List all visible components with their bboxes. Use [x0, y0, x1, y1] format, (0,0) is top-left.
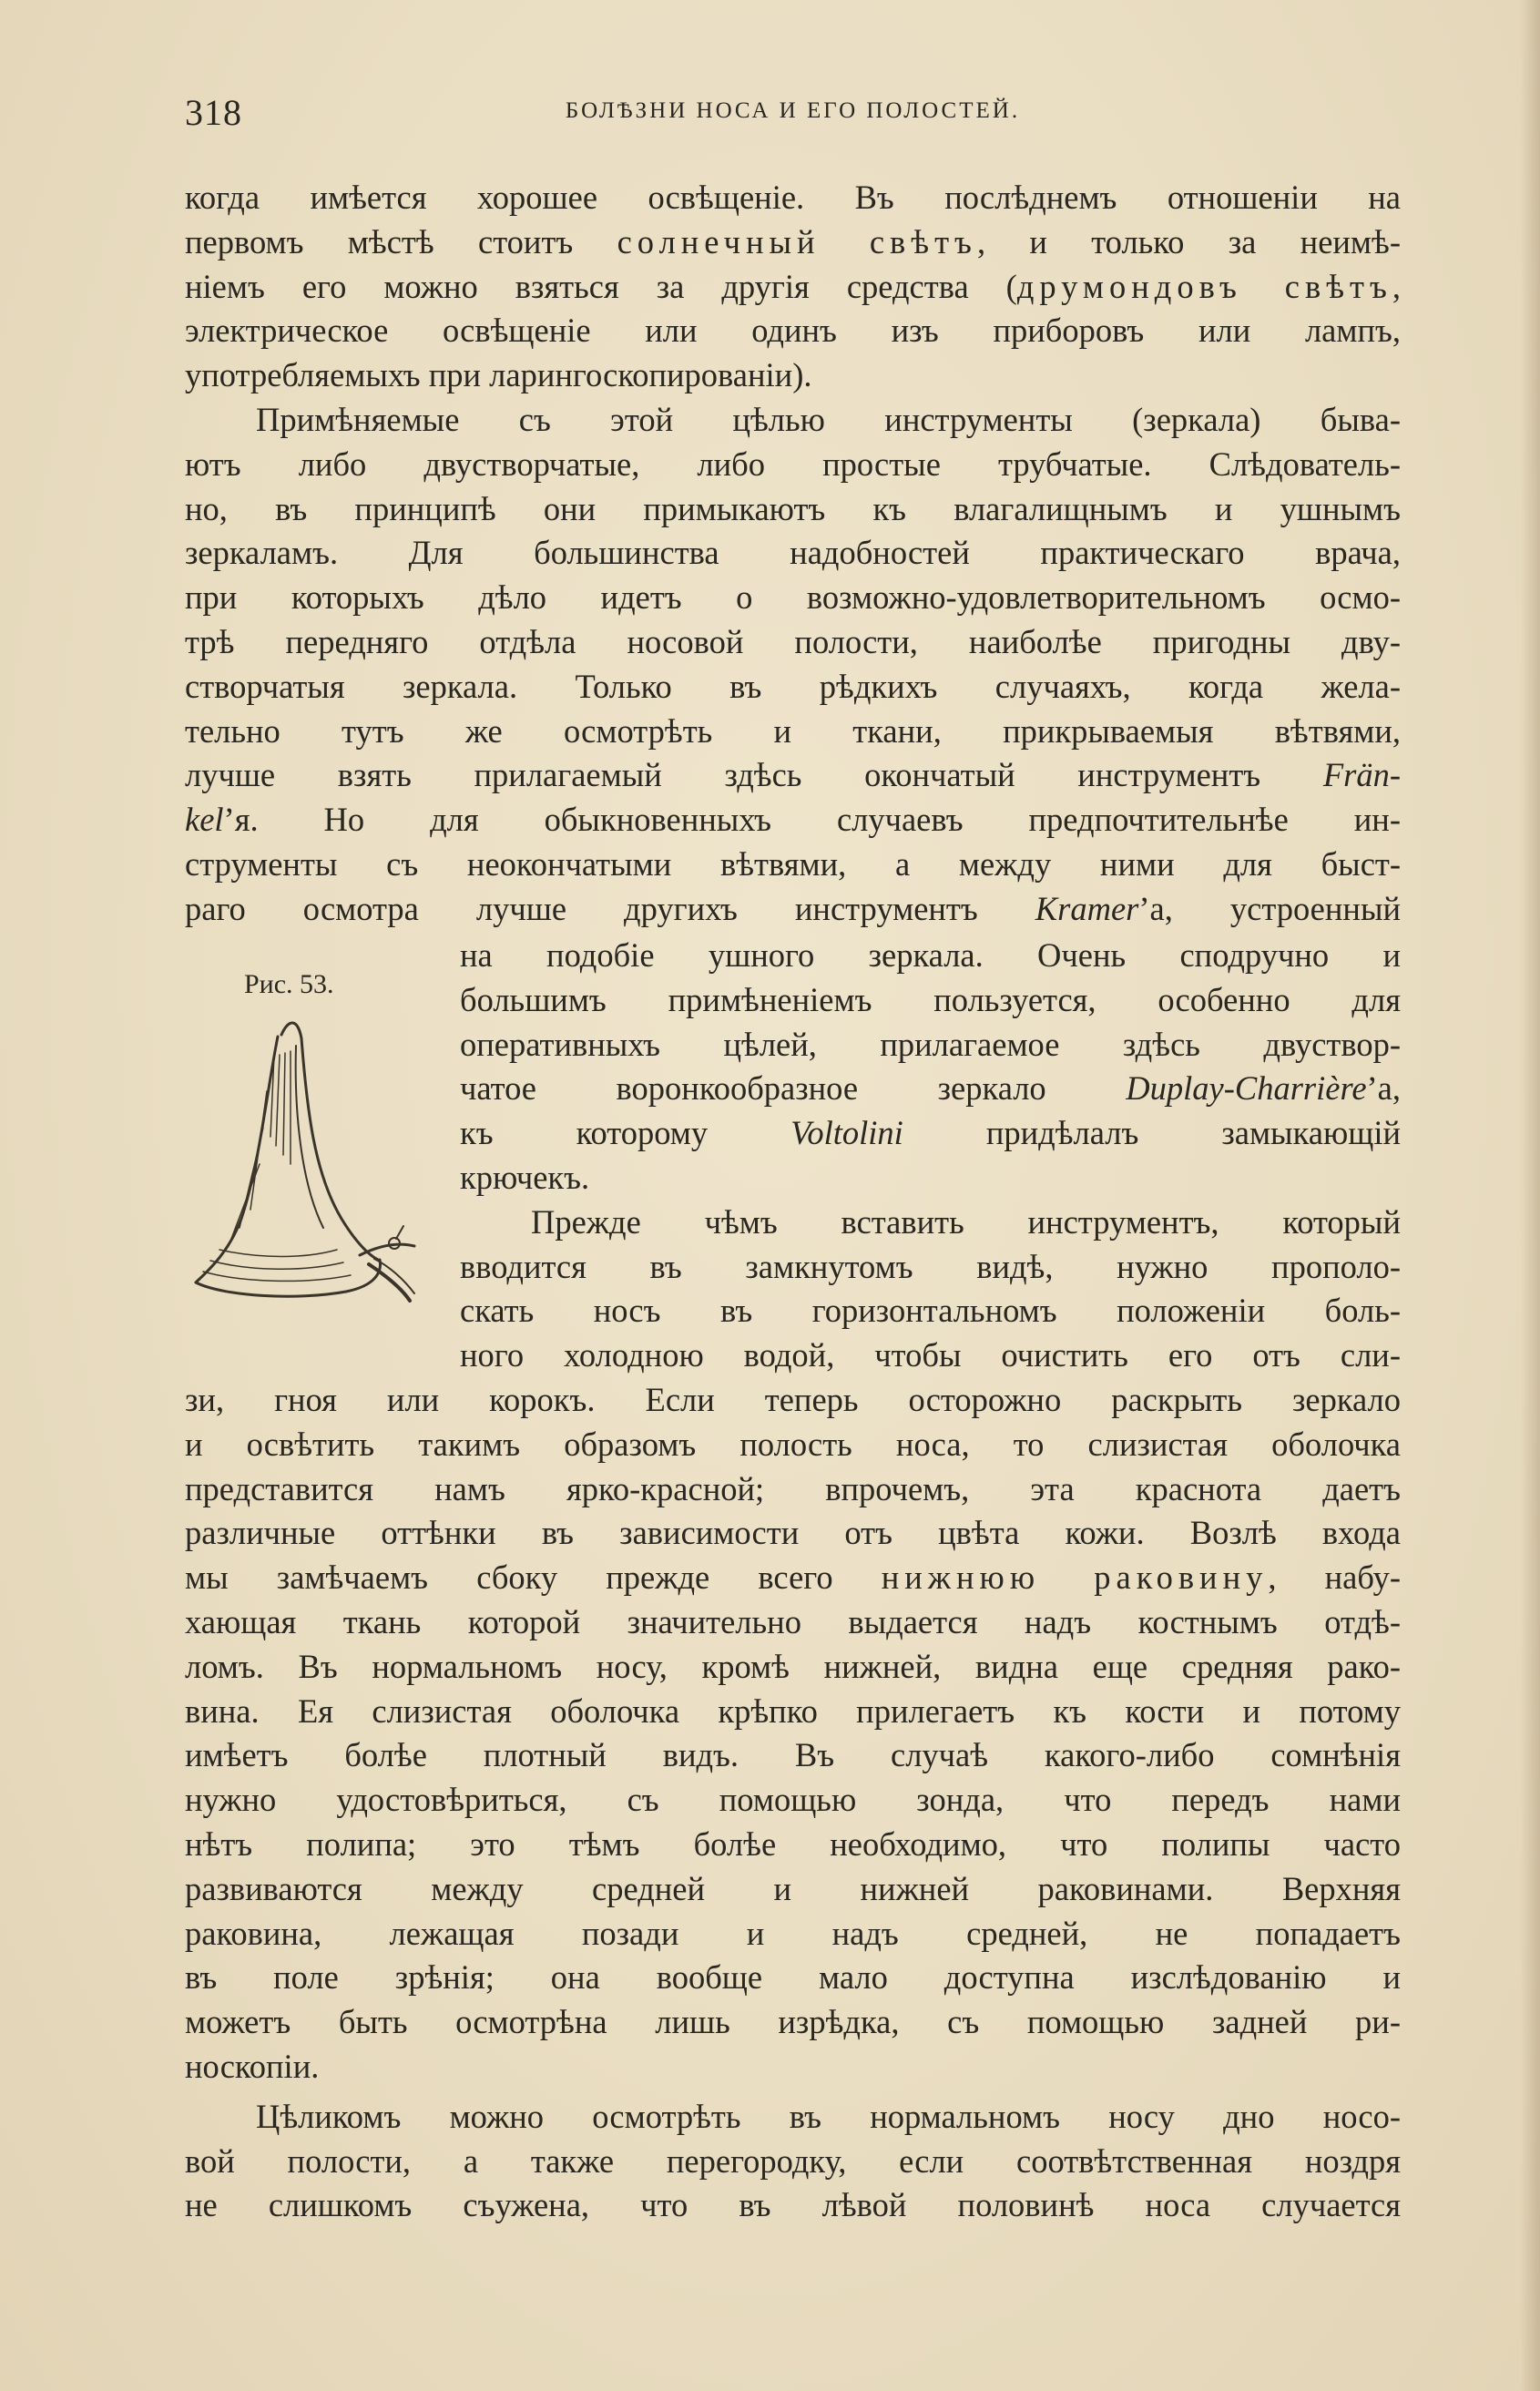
spaced-emphasis: друмондовъ свѣтъ — [1016, 267, 1392, 305]
spaced-emphasis: солнечный свѣтъ — [617, 222, 977, 261]
text-line: можетъ быть осмотрѣна лишь изрѣдка, съ помощью задней ри- — [185, 2003, 1401, 2041]
text-line: когда имѣется хорошее освѣщеніе. Въ послѣднемъ отношеніи на — [185, 179, 1401, 216]
text-line: хающая ткань которой значительно выдается надъ костнымъ отдѣ- — [185, 1602, 1401, 1640]
text-line: электрическое освѣщеніе или одинъ изъ приборовъ или лампъ, — [185, 312, 1401, 350]
text-line: ніемъ его можно взяться за другія средства (друмондовъ свѣтъ, — [185, 267, 1402, 305]
text-line: чатое воронкообразное зеркало Duplay-Charrièreʼа, — [460, 1069, 1402, 1108]
text-line: вина. Ея слизистая оболочка крѣпко прилегаетъ къ кости и потому — [185, 1691, 1401, 1730]
nasal-speculum-illustration — [187, 982, 423, 1310]
spaced-emphasis: нижнюю раковину — [881, 1558, 1269, 1597]
running-head: БОЛѢЗНИ НОСА И ЕГО ПОЛОСТЕЙ. — [565, 98, 1021, 123]
page-number: 318 — [185, 92, 242, 133]
text-line: раго осмотра лучше другихъ инструментъ Kramerʼа, устроенный — [185, 889, 1401, 927]
text-line: при которыхъ дѣло идетъ о возможно-удовлетворительномъ осмо- — [185, 578, 1401, 617]
text-line: створчатыя зеркала. Только въ рѣдкихъ случаяхъ, когда жела- — [185, 667, 1401, 705]
text-line: большимъ примѣненіемъ пользуется, особенно для — [460, 980, 1401, 1018]
text-line: зеркаламъ. Для большинства надобностей практическаго врача, — [185, 534, 1401, 572]
text-line: скать носъ въ горизонтальномъ положеніи боль- — [460, 1292, 1401, 1330]
text-line: представится намъ ярко-красной; впрочемъ, эта краснота даетъ — [185, 1469, 1401, 1507]
text-line: kelʼя. Но для обыкновенныхъ случаевъ предпочтительнѣе ин- — [185, 801, 1401, 839]
text-line: ютъ либо двустворчатые, либо простые трубчатые. Слѣдователь- — [185, 444, 1401, 483]
italic-name: Frän- — [1322, 756, 1401, 794]
italic-name: kel — [185, 801, 224, 839]
text-line: мы замѣчаемъ сбоку прежде всего нижнюю раковину, набу- — [185, 1558, 1401, 1597]
page-edge-shadow — [1520, 0, 1540, 2391]
text-line: на подобіе ушного зеркала. Очень сподручно и — [460, 936, 1401, 974]
text-line: но, въ принципѣ они примыкаютъ къ влагалищнымъ и ушнымъ — [185, 489, 1401, 527]
text-line: Прежде чѣмъ вставить инструментъ, который — [531, 1202, 1401, 1241]
text-line: крючекъ. — [460, 1158, 590, 1196]
text-line: трѣ передняго отдѣла носовой полости, наиболѣе пригодны дву- — [185, 622, 1401, 660]
text-line: оперативныхъ цѣлей, прилагаемое здѣсь двуствор- — [460, 1025, 1401, 1063]
text-line: тельно тутъ же осмотрѣть и ткани, прикрываемыя вѣтвями, — [185, 711, 1401, 750]
text-line: Примѣняемые съ этой цѣлью инструменты (зеркала) быва- — [256, 400, 1401, 438]
text-line: различные оттѣнки въ зависимости отъ цвѣта кожи. Возлѣ входа — [185, 1514, 1401, 1552]
text-line: въ поле зрѣнія; она вообще мало доступна изслѣдованію и — [185, 1958, 1401, 1997]
text-line: вводится въ замкнутомъ видѣ, нужно прополо- — [460, 1247, 1401, 1285]
text-line: первомъ мѣстѣ стоитъ солнечный свѣтъ, и только за неимѣ- — [185, 222, 1401, 261]
text-line: развиваются между средней и нижней раковинами. Верхняя — [185, 1869, 1401, 1907]
text-line: къ которому Voltolini придѣлалъ замыкающій — [460, 1114, 1401, 1152]
text-block-bottom — [185, 1378, 1401, 2228]
text-line: не слишкомъ съужена, что въ лѣвой половинѣ носа случается — [185, 2186, 1401, 2224]
text-line: лучше взять прилагаемый здѣсь окончатый инструментъ Frän- — [185, 756, 1401, 794]
text-line: ломъ. Въ нормальномъ носу, кромѣ нижней, видна еще средняя рако- — [185, 1647, 1401, 1685]
text-line: носкопіи. — [185, 2047, 320, 2085]
text-line: нужно удостовѣриться, съ помощью зонда, что передъ нами — [185, 1781, 1401, 1819]
italic-name: Voltolini — [790, 1114, 903, 1152]
text-line: раковина, лежащая позади и надъ средней, не попадаетъ — [185, 1914, 1401, 1952]
text-line: зи, гноя или корокъ. Если теперь осторожно раскрыть зеркало — [185, 1381, 1401, 1418]
italic-name: Kramer — [1035, 889, 1139, 927]
page-header — [185, 91, 1401, 146]
text-line: вой полости, а также перегородку, если соотвѣтственная ноздря — [185, 2141, 1401, 2180]
text-beside-figure — [460, 934, 1401, 1378]
text-line: Цѣликомъ можно осмотрѣть въ нормальномъ носу дно носо- — [256, 2097, 1401, 2135]
text-block-top — [185, 176, 1401, 932]
figure-caption: Рис. 53. — [244, 969, 334, 999]
text-line: ного холодною водой, чтобы очистить его отъ сли- — [460, 1336, 1401, 1374]
text-line: струменты съ неокончатыми вѣтвями, а между ними для быст- — [185, 844, 1401, 883]
italic-name: Duplay-Charrière — [1126, 1069, 1367, 1108]
text-line: нѣтъ полипа; это тѣмъ болѣе необходимо, что полипы часто — [185, 1824, 1401, 1863]
text-line: и освѣтить такимъ образомъ полость носа, то слизистая оболочка — [185, 1425, 1401, 1463]
text-line: употребляемыхъ при ларингоскопированіи). — [185, 356, 812, 394]
text-line: имѣетъ болѣе плотный видъ. Въ случаѣ какого-либо сомнѣнія — [185, 1736, 1401, 1774]
